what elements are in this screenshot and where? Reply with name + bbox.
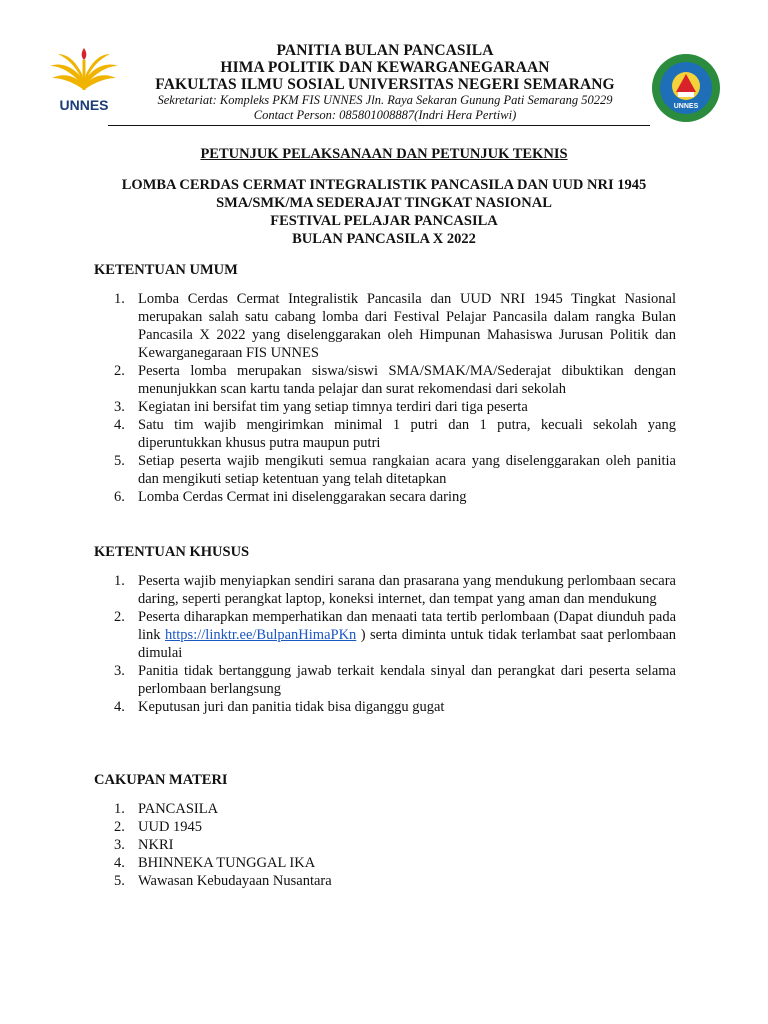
item-number: 5. [114, 453, 125, 469]
event-name: BULAN PANCASILA X 2022 [292, 231, 476, 247]
section-heading-khusus: KETENTUAN KHUSUS [94, 544, 250, 560]
list-item [94, 398, 676, 416]
item-number: 1. [114, 573, 125, 589]
document-title: PETUNJUK PELAKSANAAN DAN PETUNJUK TEKNIS [200, 146, 568, 162]
list-item [94, 662, 676, 698]
item-text: Lomba Cerdas Cermat ini diselenggarakan secara daring [138, 489, 467, 505]
section-heading-materi: CAKUPAN MATERI [94, 772, 228, 788]
item-text: Wawasan Kebudayaan Nusantara [138, 873, 332, 889]
item-text: NKRI [138, 837, 174, 853]
list-item [94, 290, 676, 362]
cakupan-materi-list [94, 800, 654, 890]
unnes-logo-icon [46, 44, 122, 116]
ketentuan-umum-list [94, 290, 676, 506]
unnes-logo-text: UNNES [59, 97, 109, 113]
list-item [94, 572, 676, 608]
faculty-name: FAKULTAS ILMU SOSIAL UNIVERSITAS NEGERI SEMARANG [155, 76, 615, 93]
organization-name: HIMA POLITIK DAN KEWARGANEGARAAN [220, 59, 550, 76]
item-text: Kegiatan ini bersifat tim yang setiap timnya terdiri dari tiga peserta [138, 399, 528, 415]
list-item [94, 800, 654, 818]
secretariat-address: Sekretariat: Kompleks PKM FIS UNNES Jln. Raya Sekaran Gunung Pati Semarang 50229 [157, 93, 613, 107]
item-text: ) serta diminta untuk tidak terlambat saat perlombaan dimulai [138, 627, 677, 661]
item-text: UUD 1945 [138, 819, 203, 835]
list-item [94, 854, 654, 872]
item-text: Keputusan juri dan panitia tidak bisa diganggu gugat [138, 699, 445, 715]
item-text: PANCASILA [138, 801, 219, 817]
competition-level: SMA/SMK/MA SEDERAJAT TINGKAT NASIONAL [216, 195, 552, 211]
emblem-text: UNNES [673, 103, 699, 110]
item-number: 2. [114, 819, 125, 835]
item-text: Peserta lomba merupakan siswa/siswi SMA/SMAK/MA/Sederajat dibuktikan dengan menunjukkan scan kartu tanda pelajar dan surat rekomendasi dari sekolah [138, 363, 676, 397]
item-number: 3. [114, 663, 125, 679]
ketentuan-khusus-list [94, 572, 676, 716]
section-heading-umum: KETENTUAN UMUM [94, 262, 238, 278]
letterhead [130, 42, 640, 123]
item-number: 6. [114, 489, 125, 505]
list-item [94, 416, 676, 452]
item-number: 3. [114, 837, 125, 853]
list-item [94, 488, 676, 506]
list-item [94, 872, 654, 890]
rules-download-link[interactable]: https://linktr.ee/BulpanHimaPKn [165, 627, 357, 643]
list-item [94, 452, 676, 488]
committee-name: PANITIA BULAN PANCASILA [276, 42, 494, 59]
item-number: 1. [114, 801, 125, 817]
item-text: Peserta diharapkan memperhatikan dan menaati tata tertib perlombaan (Dapat diunduh pada link [138, 609, 676, 643]
item-text: Lomba Cerdas Cermat Integralistik Pancasila dan UUD NRI 1945 Tingkat Nasional merupakan salah satu cabang lomba dari Festival Pelajar Pancasila dalam rangka Bulan Pancasila X 2022 yang diselenggarakan oleh Himpunan Mahasiswa Jurusan Politik dan Kewarganegaraan FIS UNNES [138, 291, 676, 361]
item-text: BHINNEKA TUNGGAL IKA [138, 855, 316, 871]
contact-person: Contact Person: 085801008887(Indri Hera Pertiwi) [253, 108, 517, 122]
item-number: 2. [114, 363, 125, 379]
item-number: 4. [114, 855, 125, 871]
item-number: 3. [114, 399, 125, 415]
item-number: 1. [114, 291, 125, 307]
competition-title [0, 176, 768, 248]
list-item [94, 362, 676, 398]
list-item [94, 608, 676, 662]
item-number: 4. [114, 699, 125, 715]
item-text: Panitia tidak bertanggung jawab terkait kendala sinyal dan perangkat dari peserta selama perlombaan berlangsung [138, 663, 676, 697]
item-number: 5. [114, 873, 125, 889]
item-text: Setiap peserta wajib mengikuti semua rangkaian acara yang diselenggarakan oleh panitia dan mengikuti setiap ketentuan yang telah ditetapkan [138, 453, 676, 487]
list-item [94, 818, 654, 836]
item-number: 4. [114, 417, 125, 433]
festival-name: FESTIVAL PELAJAR PANCASILA [270, 213, 498, 229]
letterhead-divider [108, 125, 650, 126]
item-text: Satu tim wajib mengirimkan minimal 1 putri dan 1 putra, kecuali sekolah yang diperuntukkan khusus putra maupun putri [138, 417, 676, 451]
competition-title-line: LOMBA CERDAS CERMAT INTEGRALISTIK PANCASILA DAN UUD NRI 1945 [121, 177, 647, 193]
hima-emblem-icon [650, 52, 722, 124]
list-item [94, 698, 676, 716]
item-text: Peserta wajib menyiapkan sendiri sarana dan prasarana yang mendukung perlombaan secara daring, seperti perangkat laptop, koneksi internet, dan tempat yang aman dan mendukung [138, 573, 676, 607]
list-item [94, 836, 654, 854]
item-number: 2. [114, 609, 125, 625]
